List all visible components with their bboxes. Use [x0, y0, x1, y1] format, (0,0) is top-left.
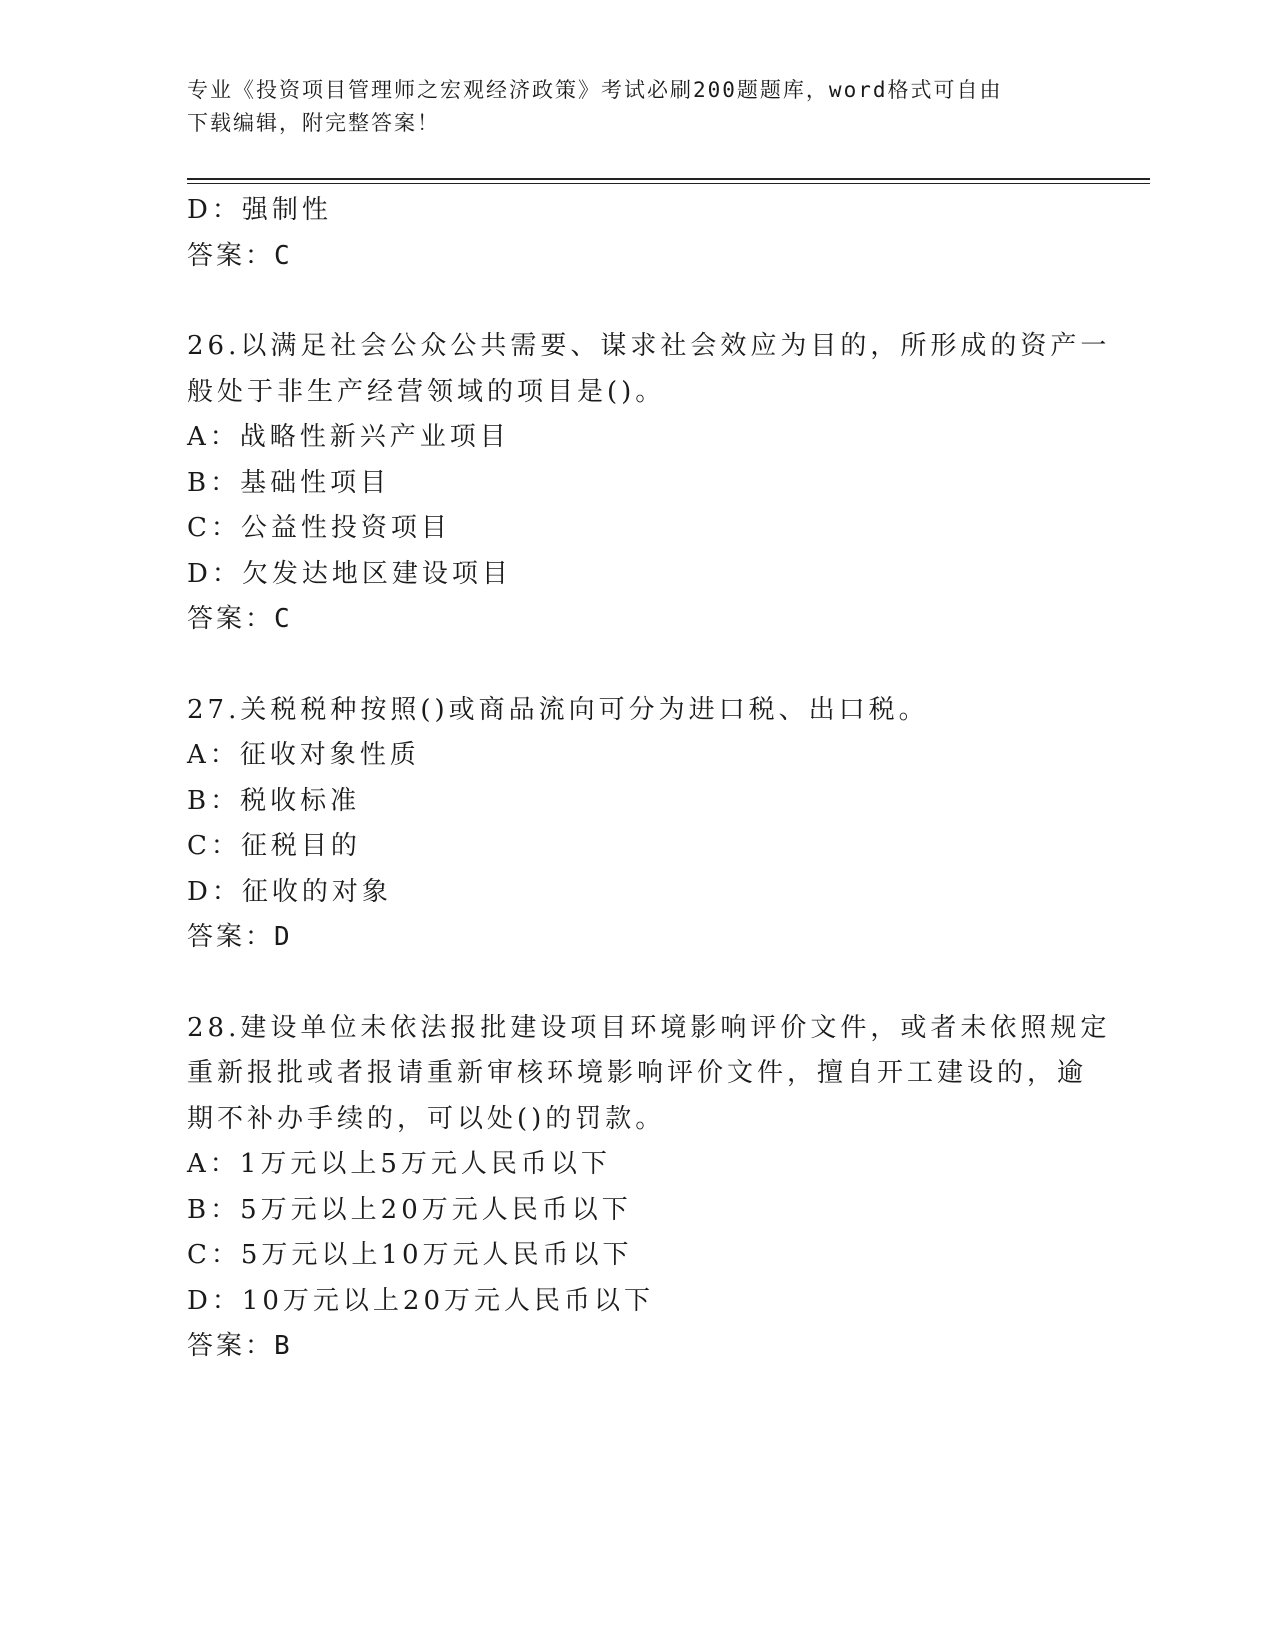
- option-d: D：强制性: [187, 195, 332, 225]
- answer: 答案：B: [187, 1331, 293, 1361]
- option-a: A：征收对象性质: [187, 740, 420, 770]
- option-c: C：征税目的: [187, 831, 361, 861]
- question-stem: 期不补办手续的，可以处()的罚款。: [187, 1103, 666, 1134]
- question-stem: 28.建设单位未依法报批建设项目环境影响评价文件，或者未依照规定: [187, 1012, 1111, 1043]
- option-c: C：公益性投资项目: [187, 513, 451, 543]
- header-line-2: 下载编辑，附完整答案！: [187, 111, 440, 135]
- question-27: [187, 688, 1087, 961]
- header-line-1: 专业《投资项目管理师之宏观经济政策》考试必刷200题题库，word格式可自由: [187, 78, 1003, 102]
- question-stem: 27.关税税种按照()或商品流向可分为进口税、出口税。: [187, 694, 929, 725]
- question-stem: 般处于非生产经营领域的项目是()。: [187, 376, 666, 407]
- answer: 答案：D: [187, 922, 293, 952]
- question-stem: 重新报批或者报请重新审核环境影响评价文件，擅自开工建设的，逾: [187, 1058, 1088, 1088]
- option-d: D：10万元以上20万元人民币以下: [187, 1285, 655, 1316]
- option-d: D：征收的对象: [187, 876, 392, 907]
- option-b: B：5万元以上20万元人民币以下: [187, 1194, 632, 1225]
- document-header: [187, 74, 1067, 140]
- question-stem: 26.以满足社会公众公共需要、谋求社会效应为目的，所形成的资产一: [187, 331, 1111, 361]
- option-a: A：1万元以上5万元人民币以下: [187, 1149, 611, 1179]
- answer: 答案：C: [187, 604, 293, 634]
- option-a: A：战略性新兴产业项目: [187, 422, 510, 452]
- question-26: [187, 324, 1111, 643]
- option-c: C：5万元以上10万元人民币以下: [187, 1240, 633, 1270]
- option-b: B：基础性项目: [187, 467, 391, 498]
- header-divider: [187, 178, 1150, 180]
- answer: 答案：C: [187, 240, 293, 271]
- option-d: D：欠发达地区建设项目: [187, 558, 512, 589]
- question-28: [187, 1006, 1111, 1370]
- document-body: [187, 188, 1111, 1370]
- header-divider-thin: [187, 183, 1150, 184]
- question-25-tail: [187, 188, 1087, 279]
- option-b: B：税收标准: [187, 785, 361, 816]
